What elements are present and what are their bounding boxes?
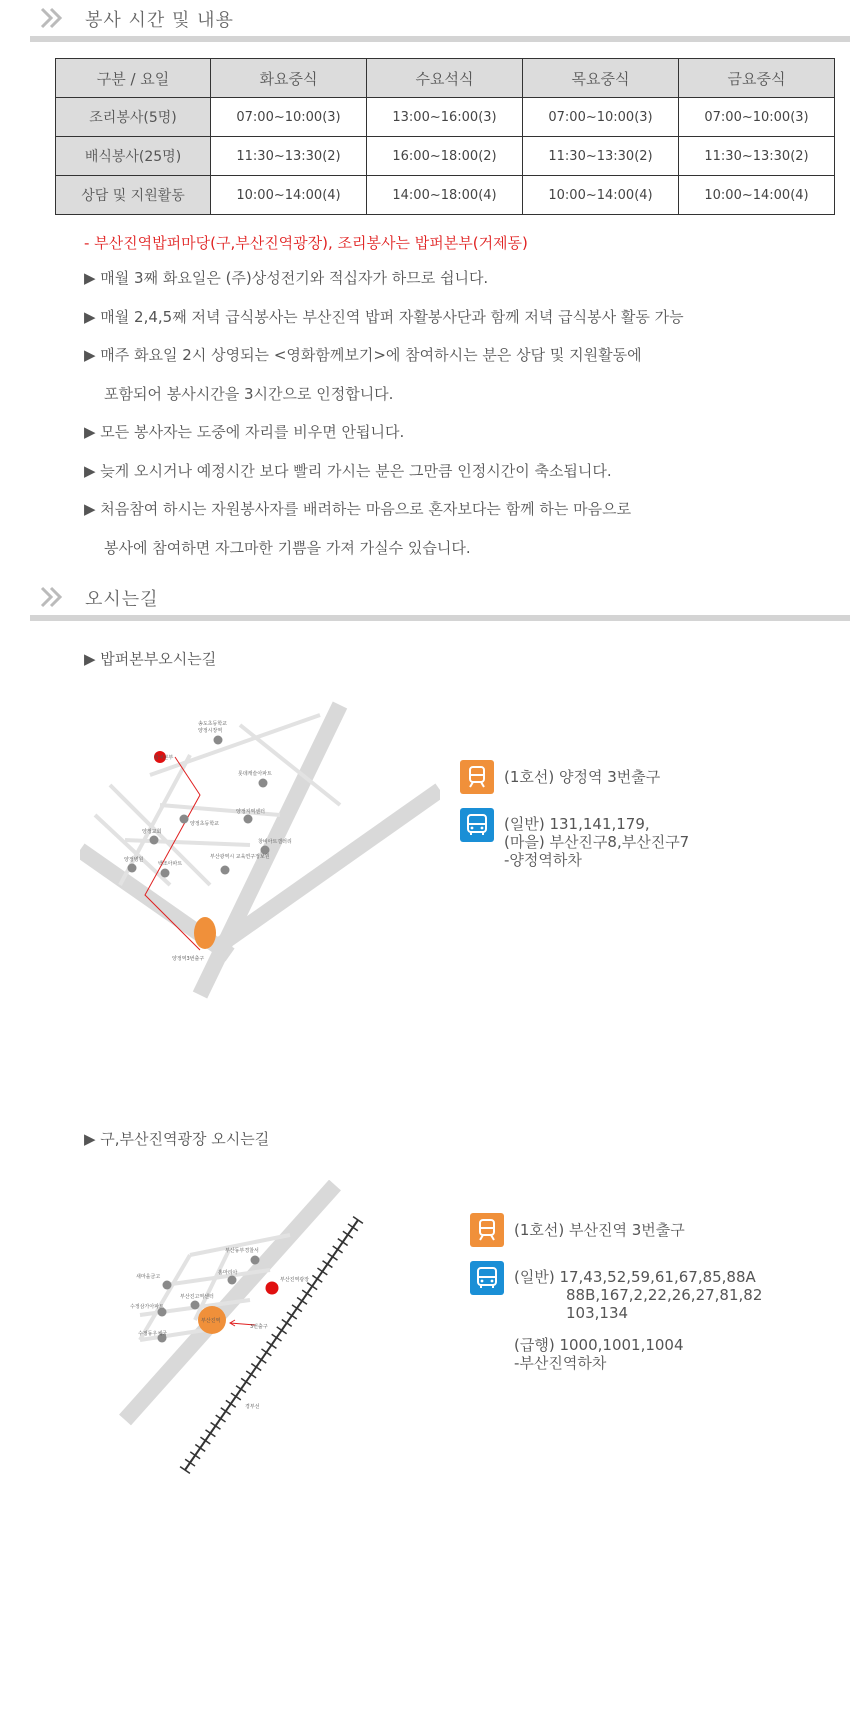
subway-icon <box>460 760 494 794</box>
notice-item: ▶ 매월 2,4,5째 저녁 급식봉사는 부산진역 밥퍼 자활봉사단과 함께 저녁 급식봉사 활동 가능 <box>84 307 684 326</box>
bus-route-line: 103,134 <box>566 1304 629 1322</box>
section-title: 오시는길 <box>85 589 159 610</box>
map-label: 양정교회 <box>142 829 162 835</box>
map-label: 양정역3번출구 <box>172 956 205 962</box>
direction-heading-hq: ▶ 밥퍼본부오시는길 <box>84 650 217 668</box>
map-label: 수정삼가아파트 <box>130 1304 164 1310</box>
divider <box>30 36 850 42</box>
map-label: 밥퍼본부 <box>154 755 174 761</box>
row-label: 배식봉사(25명) <box>56 137 211 176</box>
map-label: 홈마리아 <box>218 1270 238 1276</box>
notice-item: ▶ 처음참여 하시는 자원봉사자를 배려하는 마음으로 혼자보다는 함께 하는 마음으로 <box>84 500 632 518</box>
section-header-schedule <box>30 4 850 38</box>
map-label: 송도초등학교 <box>198 721 227 727</box>
map-label: 부산광역시 교육연구정보원 <box>210 854 270 860</box>
map-label: 부산진역광장 <box>280 1277 309 1283</box>
section-title: 봉사 시간 및 내용 <box>85 10 234 31</box>
table-cell: 11:30~13:30(2) <box>211 137 367 176</box>
notice-item-continuation: 봉사에 참여하면 자그마한 기쁨을 가져 가실수 있습니다. <box>104 538 471 557</box>
table-header-cell: 목요중식 <box>523 59 679 98</box>
table-header-cell: 수요석식 <box>367 59 523 98</box>
notice-item: ▶ 늦게 오시거나 예정시간 보다 빨리 가시는 분은 그만큼 인정시간이 축소됩니다. <box>84 461 612 480</box>
divider <box>30 615 850 621</box>
table-cell: 10:00~14:00(4) <box>523 176 679 215</box>
table-header-row <box>56 59 835 98</box>
row-label: 조리봉사(5명) <box>56 98 211 137</box>
table-cell: 16:00~18:00(2) <box>367 137 523 176</box>
table-row <box>56 98 835 137</box>
map-label: 경부선 <box>245 1404 260 1410</box>
bus-route-line: (일반) 17,43,52,59,61,67,85,88A <box>514 1268 756 1286</box>
notice-item-continuation: 포함되어 봉사시간을 3시간으로 인정합니다. <box>104 384 394 403</box>
map-label: 양정초등학교 <box>190 821 219 827</box>
map-label: 양정병원 <box>124 857 144 863</box>
map-label: 수정동우체국 <box>138 1331 167 1337</box>
map-bobper-hq <box>80 695 440 1005</box>
map-label: 부산진고역센터 <box>180 1294 214 1300</box>
bus-route-line: -양정역하차 <box>504 851 582 869</box>
subway-route: (1호선) 양정역 3번출구 <box>504 768 661 786</box>
bus-route-line: -부산진역하차 <box>514 1354 607 1372</box>
table-cell: 07:00~10:00(3) <box>211 98 367 137</box>
map-label: 양정시장역 <box>198 728 223 734</box>
map-label: 부산진역 <box>201 1318 221 1324</box>
location-note: - 부산진역밥퍼마당(구,부산진역광장), 조리봉사는 밥퍼본부(거제동) <box>84 234 528 252</box>
table-cell: 07:00~10:00(3) <box>523 98 679 137</box>
subway-icon <box>470 1213 504 1247</box>
map-label: 부산동부경찰서 <box>225 1248 259 1254</box>
table-cell: 10:00~14:00(4) <box>211 176 367 215</box>
table-row <box>56 137 835 176</box>
table-cell: 13:00~16:00(3) <box>367 98 523 137</box>
notice-item: ▶ 모든 봉사자는 도중에 자리를 비우면 안됩니다. <box>84 423 405 441</box>
bus-icon <box>470 1261 504 1295</box>
table-cell: 07:00~10:00(3) <box>679 98 835 137</box>
notice-item: ▶ 매월 3째 화요일은 (주)상성전기와 적십자가 하므로 쉽니다. <box>84 269 489 287</box>
map-label: 3번출구 <box>250 1324 268 1330</box>
bus-route-line: 88B,167,2,22,26,27,81,82 <box>566 1286 763 1304</box>
double-chevron-icon <box>38 585 68 609</box>
map-label: 창비아트갤러리 <box>258 839 292 845</box>
map-label: 롯데캐슬아파트 <box>238 771 272 777</box>
table-cell: 14:00~18:00(4) <box>367 176 523 215</box>
table-header-cell: 구분 / 요일 <box>56 59 211 98</box>
bus-route-line: (급행) 1000,1001,1004 <box>514 1336 684 1354</box>
double-chevron-icon <box>38 6 68 30</box>
bus-icon <box>460 808 494 842</box>
map-busanjin-plaza <box>100 1180 380 1480</box>
table-header-cell: 금요중식 <box>679 59 835 98</box>
notice-item: ▶ 매주 화요일 2시 상영되는 <영화함께보기>에 참여하시는 분은 상담 및 지원활동에 <box>84 346 642 364</box>
table-cell: 11:30~13:30(2) <box>679 137 835 176</box>
bus-routes <box>504 815 689 869</box>
section-header-directions <box>30 583 850 617</box>
schedule-table <box>55 58 835 215</box>
direction-heading-plaza: ▶ 구,부산진역광장 오시는길 <box>84 1130 270 1148</box>
table-cell: 10:00~14:00(4) <box>679 176 835 215</box>
bus-route-line: (마을) 부산진구8,부산진구7 <box>504 833 690 851</box>
table-header-cell: 화요중식 <box>211 59 367 98</box>
table-cell: 11:30~13:30(2) <box>523 137 679 176</box>
bus-routes <box>514 1268 762 1322</box>
map-label: 양정지역센터 <box>236 809 265 815</box>
express-bus-routes <box>514 1336 684 1372</box>
map-label: 새마을금고 <box>136 1274 161 1280</box>
notice-list <box>84 268 844 576</box>
row-label: 상담 및 지원활동 <box>56 176 211 215</box>
table-row <box>56 176 835 215</box>
bus-route-line: (일반) 131,141,179, <box>504 815 650 833</box>
subway-route: (1호선) 부산진역 3번출구 <box>514 1221 685 1239</box>
map-label: 백조아파트 <box>158 861 183 867</box>
